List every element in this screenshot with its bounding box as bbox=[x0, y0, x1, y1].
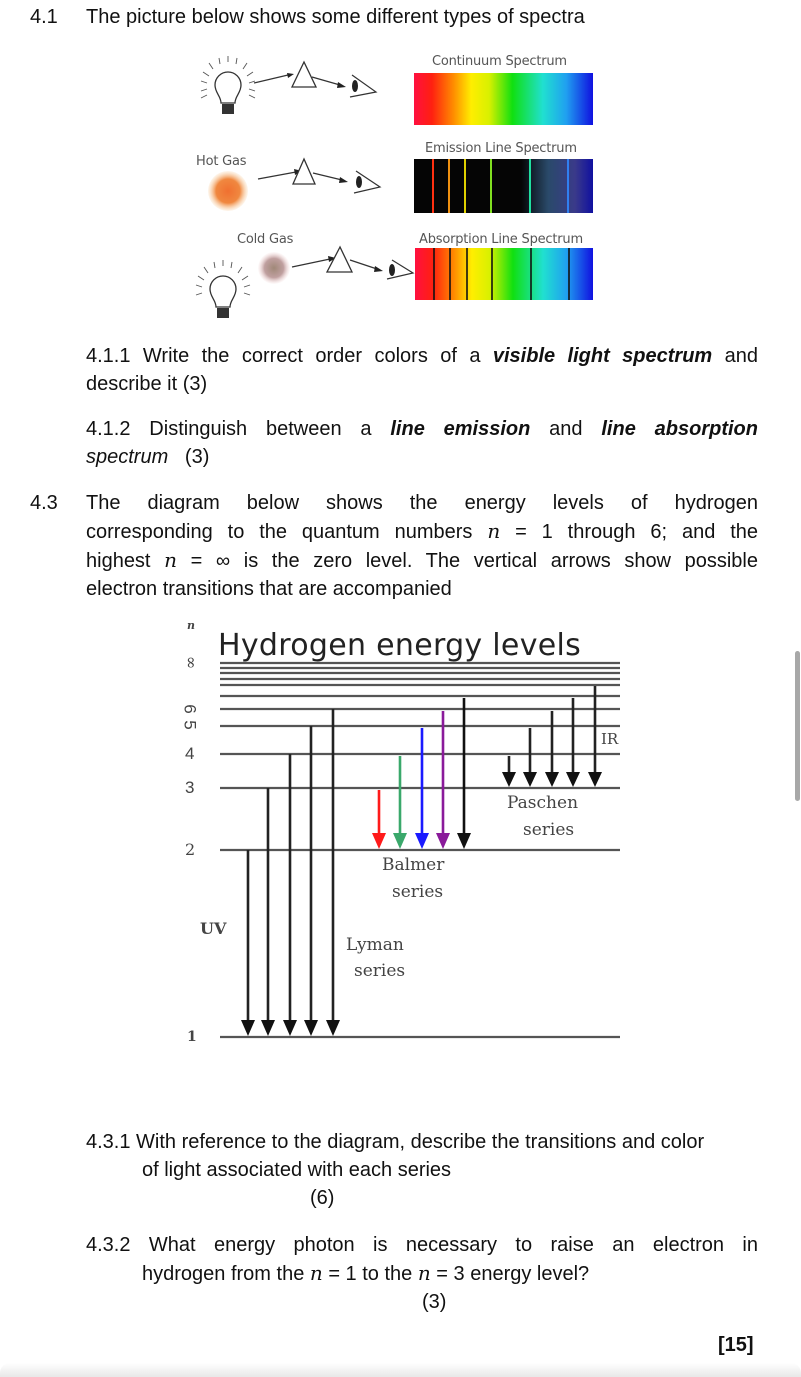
total-marks: [15] bbox=[718, 1334, 754, 1356]
continuum-spectrum-label: Continuum Spectrum bbox=[432, 54, 567, 69]
prism-icon bbox=[292, 62, 316, 87]
eye-icon bbox=[354, 171, 380, 193]
uv-label: UV bbox=[200, 919, 227, 938]
question-4-3-1 bbox=[86, 1128, 758, 1212]
lyman-series-label: series bbox=[354, 961, 406, 981]
level-label-infinity: ∞ bbox=[182, 655, 202, 670]
hot-gas-icon bbox=[208, 171, 248, 211]
question-4-3-2-line1: 4.3.2 What energy photon is necessary to raise an electron in bbox=[86, 1234, 758, 1256]
question-4-1-2 bbox=[86, 415, 758, 471]
question-4-3-line3: highest n = ∞ is the zero level. The vertical arrows show possible bbox=[86, 548, 758, 572]
spectra-illustration bbox=[180, 45, 610, 335]
hot-gas-label: Hot Gas bbox=[196, 154, 247, 169]
level-label-1: 1 bbox=[187, 1029, 197, 1045]
absorption-spectrum-label: Absorption Line Spectrum bbox=[419, 232, 583, 247]
question-4-3-2-line2: hydrogen from the n = 1 to the n = 3 energy level? bbox=[142, 1261, 590, 1285]
eye-icon bbox=[350, 75, 376, 97]
paschen-series-label: series bbox=[523, 820, 575, 840]
cold-gas-icon bbox=[258, 252, 290, 284]
paschen-label: Paschen bbox=[507, 793, 579, 813]
axis-label-n: n bbox=[187, 619, 195, 632]
question-4-1-1 bbox=[86, 342, 758, 398]
absorption-spectrum bbox=[415, 248, 593, 300]
spectra-figure bbox=[180, 45, 610, 335]
eye-icon bbox=[387, 260, 413, 279]
question-number-4-1: 4.1 bbox=[30, 6, 58, 28]
balmer-label: Balmer bbox=[382, 855, 445, 875]
question-4-1-2-line1: 4.1.2 Distinguish between a line emission and line absorption bbox=[86, 418, 758, 440]
continuum-spectrum bbox=[414, 73, 593, 125]
level-label-4: 4 bbox=[185, 744, 195, 763]
light-bulb-icon bbox=[201, 56, 255, 114]
question-4-3-2-marks: (3) bbox=[422, 1291, 447, 1313]
bottom-sheet-edge bbox=[0, 1363, 801, 1377]
vertical-scrollbar[interactable] bbox=[795, 651, 800, 801]
question-4-3-1-line1: 4.3.1 With reference to the diagram, describe the transitions and color bbox=[86, 1131, 705, 1153]
question-4-1-text: The picture below shows some different types of spectra bbox=[86, 6, 585, 28]
energy-level-graphic bbox=[170, 615, 630, 1075]
question-number-4-3: 4.3 bbox=[30, 492, 58, 514]
question-4-3-text bbox=[86, 489, 758, 603]
cold-gas-label: Cold Gas bbox=[237, 232, 294, 247]
question-4-1-1-line1: 4.1.1 Write the correct order colors of a visible light spectrum and bbox=[86, 345, 758, 367]
question-4-3-line4: electron transitions that are accompanied bbox=[86, 578, 452, 600]
light-bulb-icon bbox=[196, 260, 250, 318]
balmer-series-label: series bbox=[392, 882, 444, 902]
question-4-1-1-line2: describe it (3) bbox=[86, 373, 208, 395]
hydrogen-energy-diagram bbox=[170, 615, 630, 1075]
question-4-3-2 bbox=[86, 1231, 758, 1316]
level-label-5: 5 bbox=[180, 720, 200, 730]
level-label-6: 6 bbox=[180, 704, 200, 714]
ir-label: IR bbox=[601, 730, 619, 748]
diagram-title: Hydrogen energy levels bbox=[218, 628, 582, 663]
question-4-1-2-line2: spectrum (3) bbox=[86, 446, 210, 468]
emission-spectrum bbox=[414, 159, 593, 213]
question-4-3-1-line2: of light associated with each series bbox=[142, 1159, 452, 1181]
level-label-2: 2 bbox=[185, 840, 196, 859]
question-4-3-1-marks: (6) bbox=[310, 1187, 335, 1209]
question-4-3-line1: The diagram below shows the energy levels of hydrogen bbox=[86, 492, 758, 514]
level-label-3: 3 bbox=[185, 778, 195, 797]
lyman-label: Lyman bbox=[346, 935, 404, 955]
question-4-3-line2: corresponding to the quantum numbers n = 1 through 6; and the bbox=[86, 519, 758, 543]
emission-spectrum-label: Emission Line Spectrum bbox=[425, 141, 577, 156]
